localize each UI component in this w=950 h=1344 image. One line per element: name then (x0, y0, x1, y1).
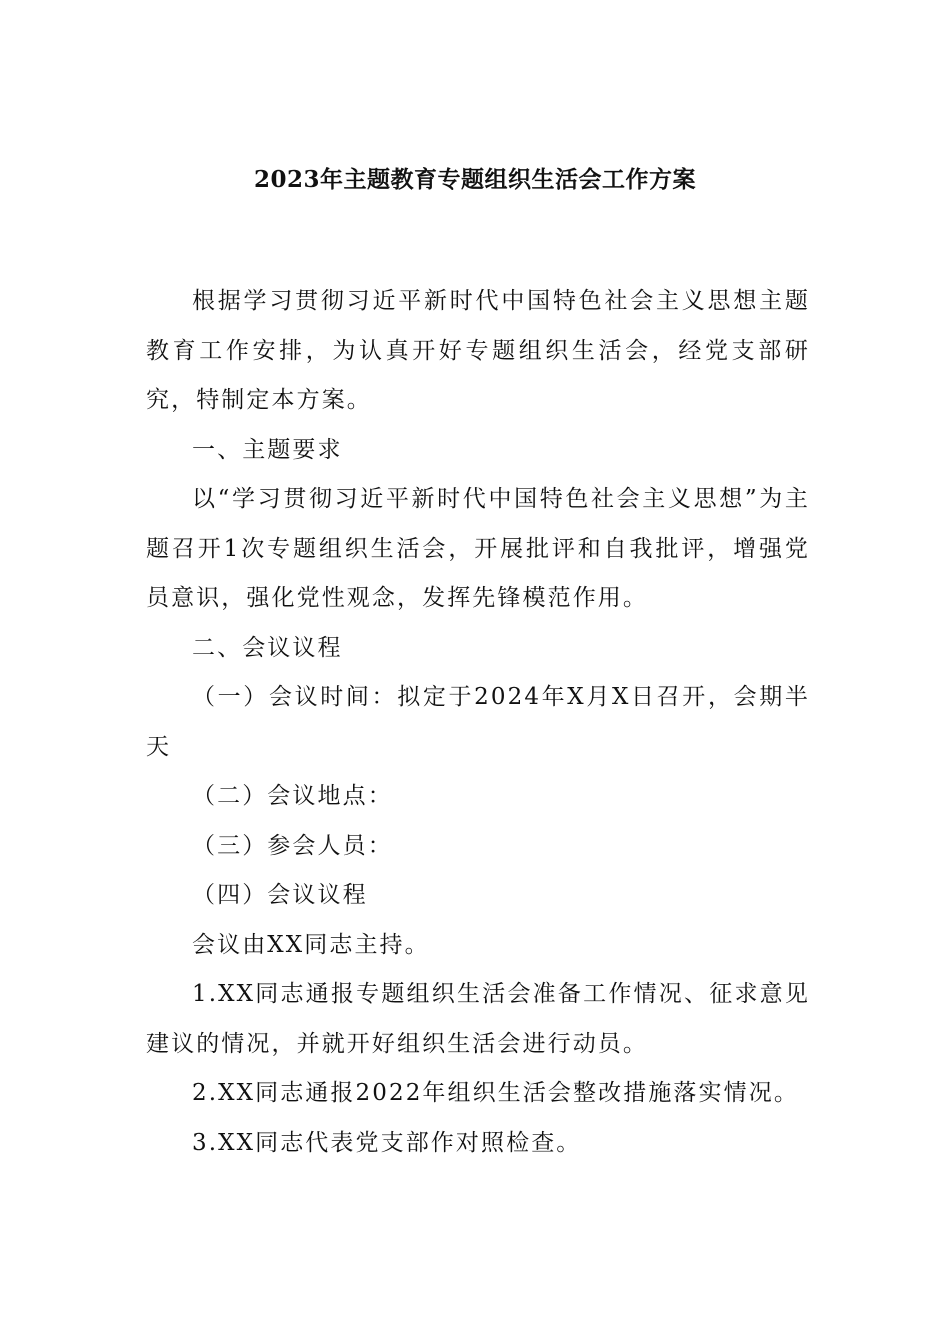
meeting-attendees: （三）参会人员： (192, 832, 393, 859)
meeting-agenda-heading: （四）会议议程 (192, 882, 368, 908)
agenda-item-2: 2.XX同志通报2022年组织生活会整改措施落实情况。 (192, 1080, 799, 1106)
document-body (146, 277, 810, 1168)
meeting-host: 会议由XX同志主持。 (192, 931, 430, 958)
agenda-item-1: 1.XX同志通报专题组织生活会准备工作情况、征求意见建议的情况，并就开好组织生活会进行动员。 (146, 981, 810, 1057)
intro-paragraph: 根据学习贯彻习近平新时代中国特色社会主义思想主题教育工作安排，为认真开好专题组织生活会，经党支部研究，特制定本方案。 (146, 288, 810, 413)
section-heading-agenda: 二、会议议程 (192, 634, 343, 661)
meeting-location: （二）会议地点： (192, 783, 393, 809)
meeting-time: （一）会议时间：拟定于2024年X月X日召开，会期半天 (146, 684, 810, 760)
theme-paragraph: 以“学习贯彻习近平新时代中国特色社会主义思想”为主题召开1次专题组织生活会，开展批评和自我批评，增强党员意识，强化党性观念，发挥先锋模范作用。 (146, 486, 810, 611)
agenda-item-3: 3.XX同志代表党支部作对照检查。 (192, 1129, 582, 1156)
document-title: 2023年主题教育专题组织生活会工作方案 (253, 166, 696, 193)
section-heading-theme: 一、主题要求 (192, 436, 343, 463)
